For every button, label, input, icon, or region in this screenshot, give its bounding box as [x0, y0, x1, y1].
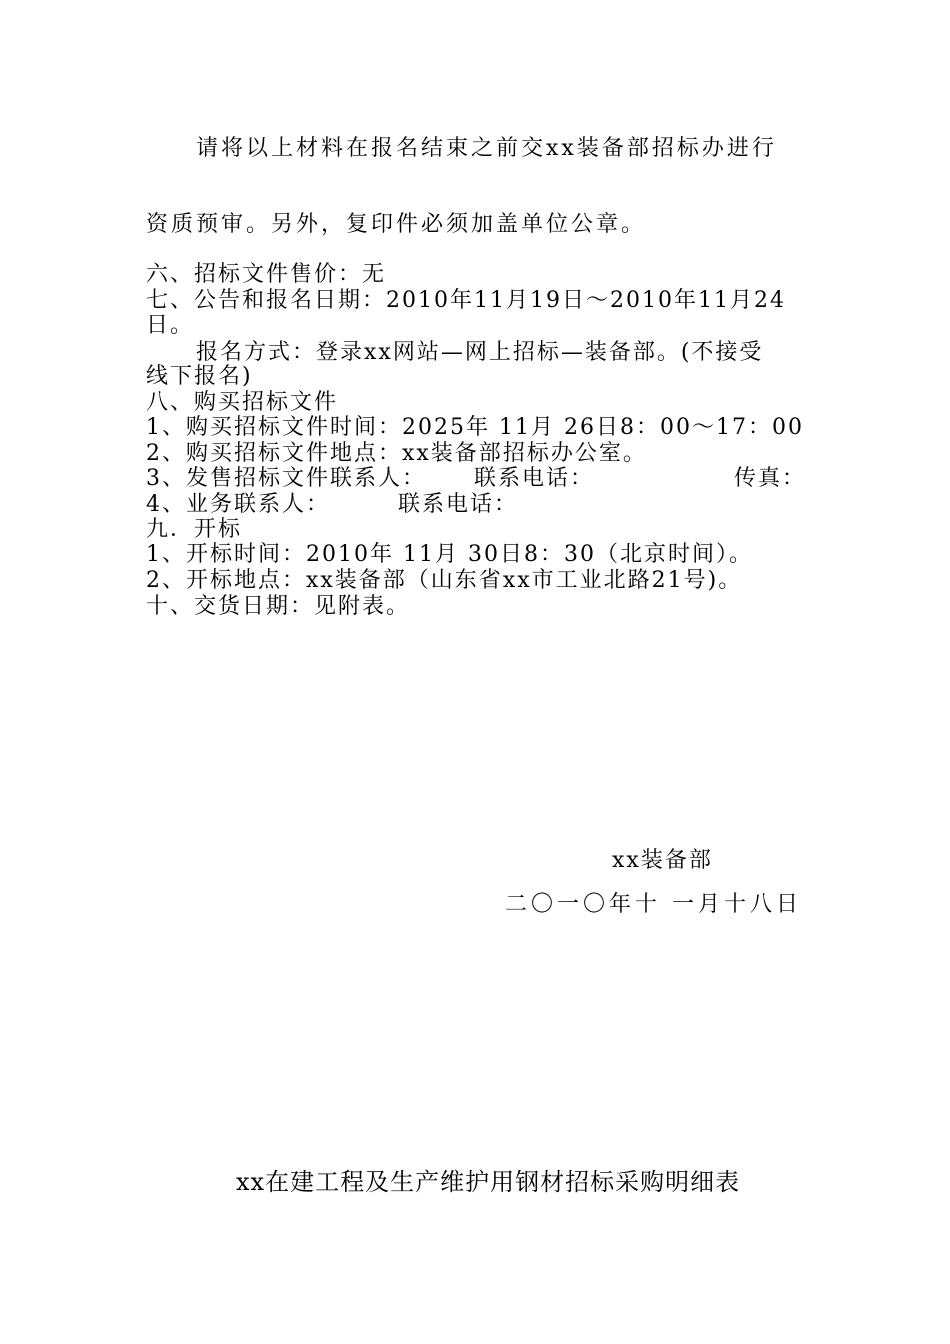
- section-9-item-location: 2、开标地点：xx装备部（山东省xx市工业北路21号)。: [146, 568, 743, 593]
- section-8-item-location: 2、购买招标文件地点：xx装备部招标办公室。: [146, 441, 647, 466]
- contact-phone-label: 联系电话：: [474, 466, 595, 491]
- appendix-table-title: xx在建工程及生产维护用钢材招标采购明细表: [236, 1168, 741, 1196]
- section-7-signup-method: 报名方式：登录xx网站—网上招标—装备部。(不接受: [196, 340, 764, 365]
- business-phone-label: 联系电话：: [398, 492, 519, 517]
- contact-label: 3、发售招标文件联系人：: [146, 466, 426, 491]
- section-7-dates: 七、公告和报名日期：2010年11月19日～2010年11月24: [146, 288, 786, 313]
- intro-line-1: 请将以上材料在报名结束之前交xx装备部招标办进行: [196, 136, 777, 161]
- business-contact-label: 4、业务联系人：: [146, 492, 330, 517]
- signature-organization: xx装备部: [612, 848, 713, 873]
- section-8-title: 八、购买招标文件: [146, 390, 339, 415]
- intro-line-2: 资质预审。另外，复印件必须加盖单位公章。: [146, 212, 647, 237]
- section-8-item-contact: [146, 466, 806, 492]
- section-9-item-time: 1、开标时间：2010年 11月 30日8：30（北京时间）。: [146, 542, 753, 567]
- contact-fax-label: 传真：: [734, 466, 807, 491]
- section-10-delivery: 十、交货日期：见附表。: [146, 594, 411, 619]
- section-6-price: 六、招标文件售价：无: [146, 262, 387, 287]
- signature-date: 二〇一〇年十 一月十八日: [505, 892, 802, 917]
- section-8-item-time: 1、购买招标文件时间：2025年 11月 26日8：00～17：00: [146, 415, 804, 440]
- section-7-signup-method-cont: 线下报名): [146, 364, 253, 389]
- section-8-item-business-contact: [146, 492, 518, 518]
- section-9-title: 九．开标: [146, 517, 243, 542]
- section-7-dates-cont: 日。: [146, 313, 195, 338]
